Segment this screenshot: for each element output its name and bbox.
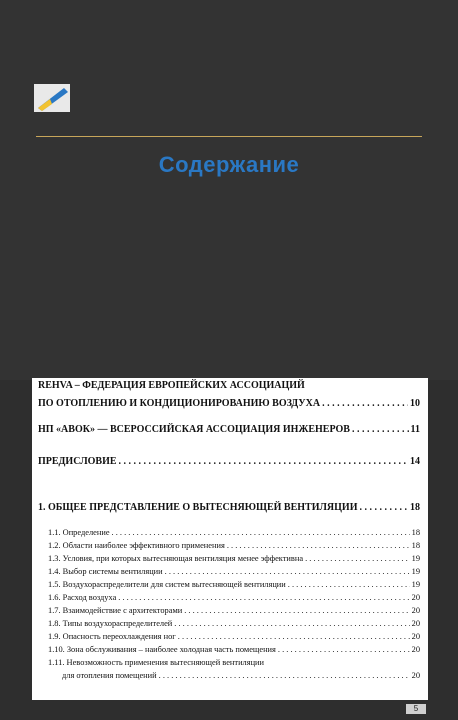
toc-subentry-page: 18 [411,528,420,537]
toc-entry-page: 14 [410,456,420,467]
toc-subentry-page: 20 [411,619,420,628]
toc-subentry-page: 20 [411,671,420,680]
toc-subentry-page: 19 [411,580,420,589]
toc-subentry [48,541,420,550]
toc-entry-label: ПРЕДИСЛОВИЕ [38,456,117,467]
toc-subentry [48,619,420,628]
toc-subentry-label: 1.3. Условия, при которых вытесняющая вентиляция менее эффективна [48,554,304,563]
toc-subentry-page: 20 [411,645,420,654]
toc-subentry-page: 18 [411,541,420,550]
toc-subentry-page: 20 [411,593,420,602]
toc-subentry-label: для отопления помещений [62,671,157,680]
dot-leader [305,554,410,563]
toc-subentry-label: 1.6. Расход воздуха [48,593,117,602]
toc-subentry-label: 1.9. Опасность переохлаждения ног [48,632,176,641]
toc-subentry-label: 1.5. Воздухораспределители для систем вытесняющей вентиляции [48,580,286,589]
toc-subentry-label: 1.4. Выбор системы вентиляции [48,567,163,576]
dot-leader [165,567,410,576]
toc-subentry [62,671,420,680]
dot-leader [174,619,409,628]
toc-entry-chapter-1 [38,502,420,513]
dot-leader [118,593,409,602]
toc-subentry-label: 1.2. Области наиболее эффективного применения [48,541,225,550]
toc-subentry [48,567,420,576]
toc-subentry [48,593,420,602]
toc-subentry-label: 1.1. Определение [48,528,110,537]
toc-entry-page: 18 [410,502,420,513]
toc-subentry [48,580,420,589]
dot-leader [159,671,410,680]
toc-entry-abok [38,424,420,435]
header-divider [36,136,422,137]
dot-leader [360,502,409,513]
toc-entry-label: 1. ОБЩЕЕ ПРЕДСТАВЛЕНИЕ О ВЫТЕСНЯЮЩЕЙ ВЕНТИЛЯЦИИ [38,502,358,513]
dot-leader [352,424,409,435]
toc-subentry [48,606,420,615]
toc-entry-page: 10 [410,398,420,409]
toc-subentry [48,554,420,563]
toc-entry-preface [38,456,420,467]
toc-subentry-page: 19 [411,554,420,563]
toc-subentry-label: 1.10. Зона обслуживания – наиболее холодная часть помещения [48,645,276,654]
toc-entry-rehva [38,398,420,409]
toc-subentry-page: 20 [411,632,420,641]
toc-rehva-line1: REHVA – ФЕДЕРАЦИЯ ЕВРОПЕЙСКИХ АССОЦИАЦИЙ [38,380,305,391]
page-title: Содержание [158,152,300,177]
dot-leader [112,528,410,537]
toc-entry-label: ПО ОТОПЛЕНИЮ И КОНДИЦИОНИРОВАНИЮ ВОЗДУХА [38,398,321,409]
toc-subentry-label: 1.8. Типы воздухораспределителей [48,619,173,628]
toc-subentry [48,528,420,537]
book-logo-icon [34,84,70,112]
toc-subentry-label: 1.11. Невозможность применения вытесняющей вентиляции [48,658,265,667]
toc-entry-page: 11 [410,424,420,435]
toc-subentry [48,645,420,654]
dot-leader [178,632,410,641]
dot-leader [322,398,408,409]
toc-subentry-page: 19 [411,567,420,576]
dot-leader [278,645,410,654]
dot-leader [227,541,410,550]
toc-subentry-label: 1.7. Взаимодействие с архитекторами [48,606,183,615]
page-number: 5 [406,704,426,714]
dot-leader [184,606,409,615]
toc-entry-label: НП «АВОК» — ВСЕРОССИЙСКАЯ АССОЦИАЦИЯ ИНЖЕНЕРОВ [38,424,350,435]
toc-subentry [48,632,420,641]
toc-subentry-page: 20 [411,606,420,615]
dot-leader [288,580,410,589]
dot-leader [119,456,408,467]
table-of-contents [32,378,428,700]
